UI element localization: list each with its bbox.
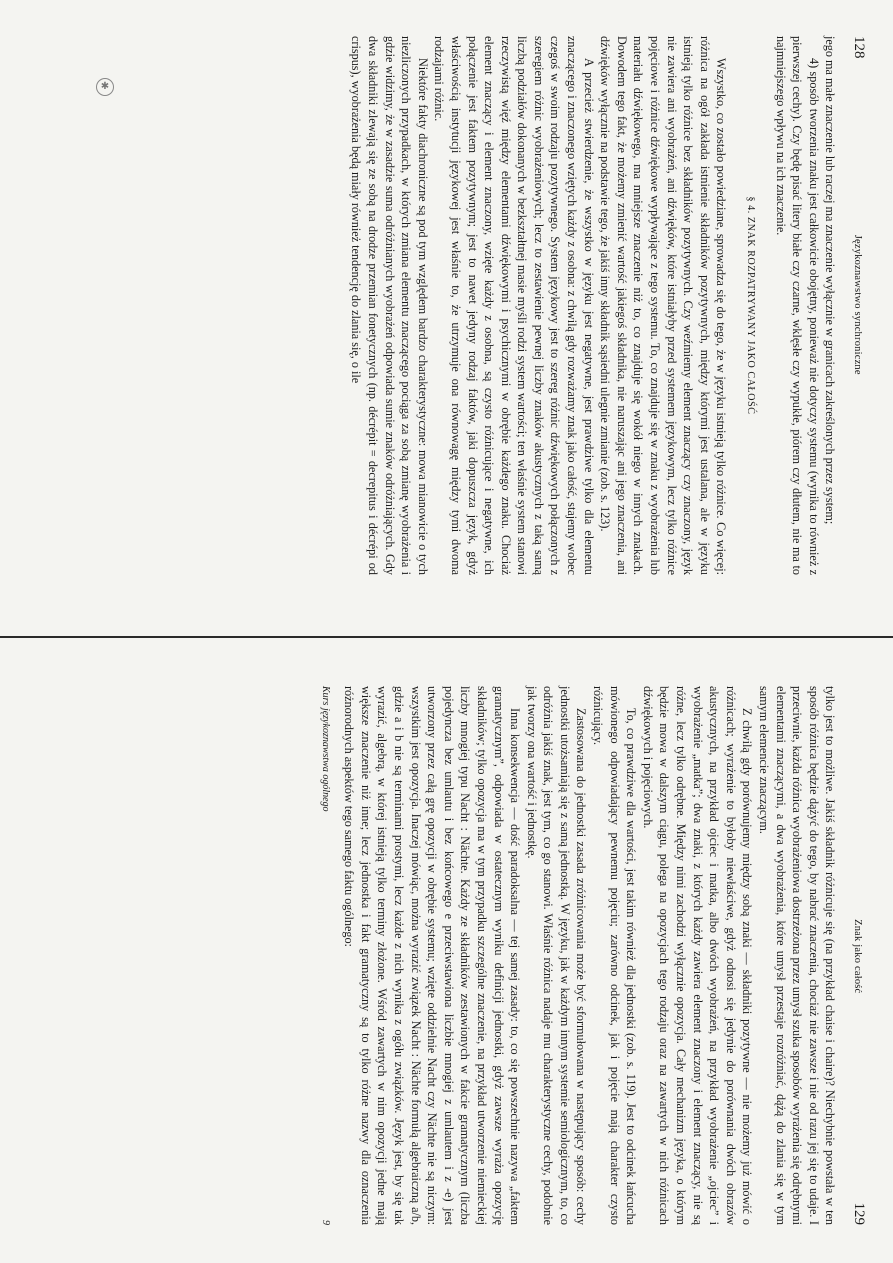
scan-smudge-icon: ✱ [96, 78, 114, 96]
footer-book-title: Kurs językoznawstwa ogólnego [319, 686, 331, 812]
section-title: § 4. ZNAK ROZPATRYWANY JAKO CAŁOŚĆ [745, 196, 757, 415]
left-page-number: 128 [851, 36, 867, 59]
section-paragraph: Niektóre fakty diachroniczne są pod tym względem bardzo charakterystyczne: mowa mianowicie o tych niezliczonych przypadkach, w których zmiana elementu znaczącego pociąga za sobą zmianę wyobrażenia i gdzie widzimy, że w zasadzie suma odróżnianych wyobrażeń odpowiada sumie znaków odróżniających. Gdy dwa składniki zlewają się ze sobą na drodze przemian fonetycznych (np. décrépit = decrepitus i décrépi od crispus), wyobrażenia będą miały również tendencję do zlania się, o ile [349, 36, 430, 575]
right-page-number: 129 [851, 1202, 867, 1225]
section-paragraph: Wszystko, co zostało powiedziane, sprowadza się do tego, że w języku istnieją tylko różnice. Co więcej: różnica na ogół zakłada istnienie składników pozytywnych, między którymi jest ustalana, ale w języku istnieją tylko różnice bez składników pozytywnych. Czy weźmiemy element znaczący czy znaczony, język nie zawiera ani wyobrażeń, ani dźwięków, które istniałyby przed systemem językowym, lecz tylko różnice pojęciowe i różnice dźwiękowe wypływające z tego systemu. To, co znajduje się w znaku z wyobrażenia lub materiału dźwiękowego, ma mniejsze znaczenie niż to, co znajduje się wokół niego w innych znakach. Dowodem tego fakt, że możemy zmienić wartość jakiegoś składnika, nie naruszając ani jego znaczenia, ani dźwięków wyłącznie na podstawie tego, że jakiś inny składnik sąsiedni ulegnie zmianie (zob. s. 123). [598, 36, 729, 575]
right-footer [316, 686, 333, 1225]
section-paragraph: A przecież stwierdzenie, że wszystko w języku jest negatywne, jest prawdziwe tylko dla elementu znaczącego i znaczonego wziętych każdy z osobna: z chwilą gdy rozważamy znak jako całość, stajemy wobec czegoś w swoim rodzaju pozytywnego. System językowy jest to szereg różnic dźwiękowych połączonych z szeregiem różnic wyobrażeniowych; lecz to zestawienie pewnej liczby znaków akustycznych z taką samą liczbą podziałów dokonanych w bezkształtnej masie myśli rodzi system wartości; ten właśnie system stanowi rzeczywistą więź między elementami dźwiękowymi i psychicznymi w obrębie każdego znaku. Chociaż element znaczący i element znaczony, wzięte każdy z osobna, są czysto różnicujące i negatywne, ich połączenie jest faktem pozytywnym; jest to nawet jedyny rodzaj faktów, jaki dopuszcza język, gdyż właściwością instytucji językowej jest właśnie to, że utrzymuje ona równowagę między tymi dwoma rodzajami różnic. [432, 36, 596, 575]
left-running-title: Językoznawstwo synchroniczne [852, 234, 863, 375]
right-running-title: Znak jako całość [852, 919, 863, 994]
right-paragraph: Inna konsekwencja — dość paradoksalna — tej samej zasady: to, co się powszechnie nazywa „faktem gramatycznym”, odpowiada w ostatecznym wyniku definicji jednostki, gdyż zawsze wyraża opozycję składników; tylko opozycja ma w tym przypadku szczególne znaczenie, na przykład utworzenie niemieckiej liczby mnogiej typu Nacht : Nächte. Każdy ze składników zestawionych w fakcie gramatycznym (liczba pojedyncza bez umlautu i bez końcowego e przeciwstawiona liczbie mnogiej z umlautem i z -e) jest utworzony przez całą grę opozycji w obrębie systemu; wzięte oddzielnie Nacht czy Nächte nie są niczym: wszystkim jest opozycja. Inaczej mówiąc, można wyrazić związek Nacht : Nächte formułą algebraiczną a/b, gdzie a i b nie są terminami prostymi, lecz każde z nich wynika z ogółu związków. Język jest, by się tak wyrazić, algebrą, w której istnieją tylko terminy złożone. Wśród zawartych w nim opozycji jedne mają większe znaczenie niż inne; lecz jednostka i fakt gramatyczny są to tylko różne nazwy dla oznaczenia różnorodnych aspektów tego samego faktu ogólnego: [342, 686, 523, 1225]
right-page-content [0, 668, 879, 1243]
right-paragraph: Zastosowana do jednostki zasada zróżnicowania może być sformułowana w następujący sposób: cechy jednostki utożsamiają się z samą jednostką. W języku, jak w każdym innym systemie semiologicznym, to, co odróżnia jakiś znak, jest tym, co go stanowi. Właśnie różnica nadaje mu charakterystyczne cechy, podobnie jak tworzy ona wartość i jednostkę. [524, 686, 589, 1225]
footer-signature-mark: 9 [319, 1220, 331, 1225]
left-paragraph: jego ma małe znaczenie lub raczej ma znaczenie wyłącznie w granicach zakreślonych przez system; [823, 36, 838, 525]
right-paragraph: Z chwilą gdy porównujemy między sobą znaki — składniki pozytywne — nie możemy już mówić o różnicach; wyrażenie to byłoby niewłaściwe, gdyż odnosi się jedynie do porównania dwóch obrazów akustycznych, na przykład ojciec i matka, albo dwóch wyobrażeń, na przykład wyobrażenie „ojciec” i wyobrażenie „matka”; dwa znaki, z których każdy zawiera element znaczony i element znaczący, nie są różne, lecz tylko odrębne. Między nimi zachodzi wyłącznie opozycja. Cały mechanizm języka, o którym będzie mowa w dalszym ciągu, polega na opozycjach tego rodzaju oraz na zawartych w nich różnicach dźwiękowych i pojęciowych. [640, 686, 755, 1225]
right-running-head [848, 686, 867, 1225]
left-paragraph: 4) sposób tworzenia znaku jest całkowicie obojętny, ponieważ nie dotyczy systemu (wynika to również z pierwszej cechy). Czy będę pisać litery białe czy czarne, wklęsłe czy wypukłe, piórem czy dłutem, nie ma to najmniejszego wpływu na ich znaczenie. [773, 36, 821, 575]
right-paragraph: To, co prawdziwe dla wartości, jest takim również dla jednostki (zob. s. 119). Jest to odcinek łańcucha mówionego odpowiadający pewnemu pojęciu; zarówno odcinek, jak i pojęcie mają charakter czysto różnicujący. [591, 686, 639, 1225]
right-paragraph: tylko jest to możliwe. Jakiś składnik różnicuje się (na przykład chaise i chaire)? Niechybnie powstała w ten sposób różnica będzie dążyć do tego, by nabrać znaczenia, chociaż nie zawsze i nie od razu jej się to udaje. I przeciwnie, każda różnica wyobrażeniowa dostrzeżona przez umysł szuka sposobów wyrażenia się odrębnymi elementami znaczącymi, a dwa wyobrażenia, które umysł przestaje rozróżniać, dążą do zlania się w tym samym elemencie znaczącym. [757, 686, 838, 1225]
